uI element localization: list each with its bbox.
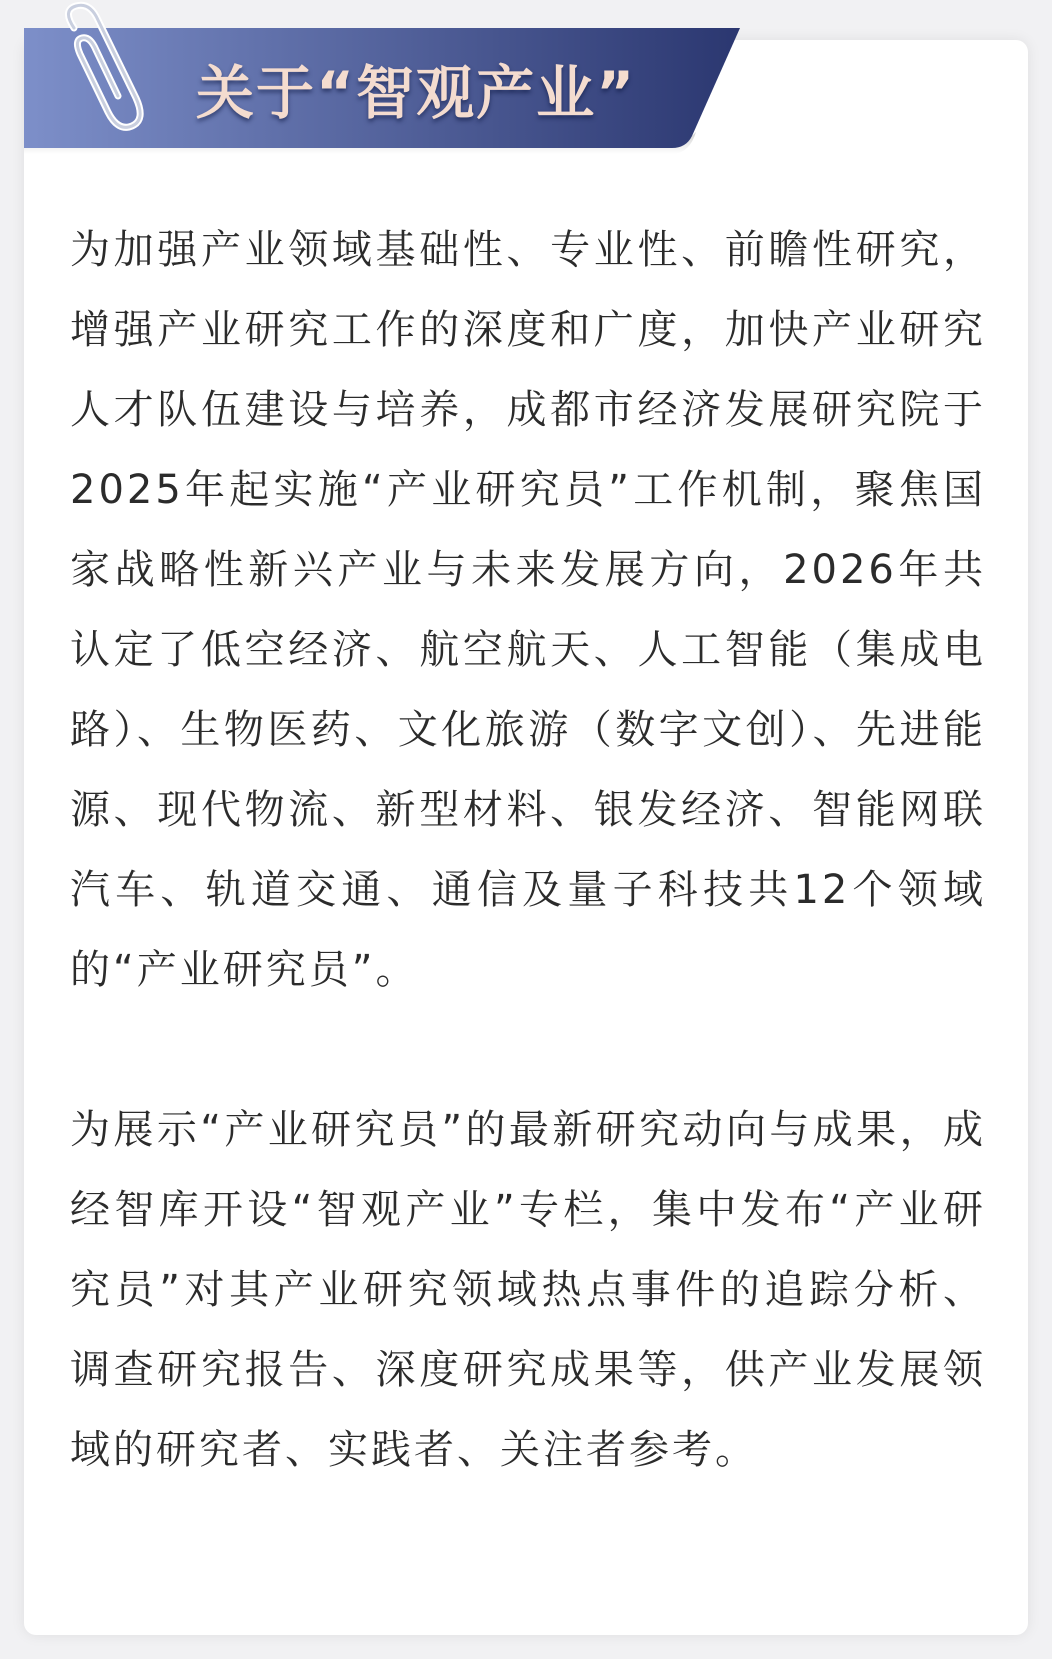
- paperclip-icon: [52, 0, 148, 140]
- intro-paragraph: 为加强产业领域基础性、专业性、前瞻性研究，增强产业研究工作的深度和广度，加快产业研究人才队伍建设与培养，成都市经济发展研究院于2025年起实施“产业研究员”工作机制，聚焦国家战略性新兴产业与未来发展方向，2026年共认定了低空经济、航空航天、人工智能（集成电路）、生物医药、文化旅游（数字文创）、先进能源、现代物流、新型材料、银发经济、智能网联汽车、轨道交通、通信及量子科技共12个领域的“产业研究员”。: [70, 227, 986, 993]
- page-title: 关于“智观产业”: [196, 59, 637, 127]
- article-body: [70, 210, 986, 1490]
- column-purpose-paragraph: 为展示“产业研究员”的最新研究动向与成果，成经智库开设“智观产业”专栏，集中发布“产业研究员”对其产业研究领域热点事件的追踪分析、调查研究报告、深度研究成果等，供产业发展领域的研究者、实践者、关注者参考。: [70, 1107, 986, 1473]
